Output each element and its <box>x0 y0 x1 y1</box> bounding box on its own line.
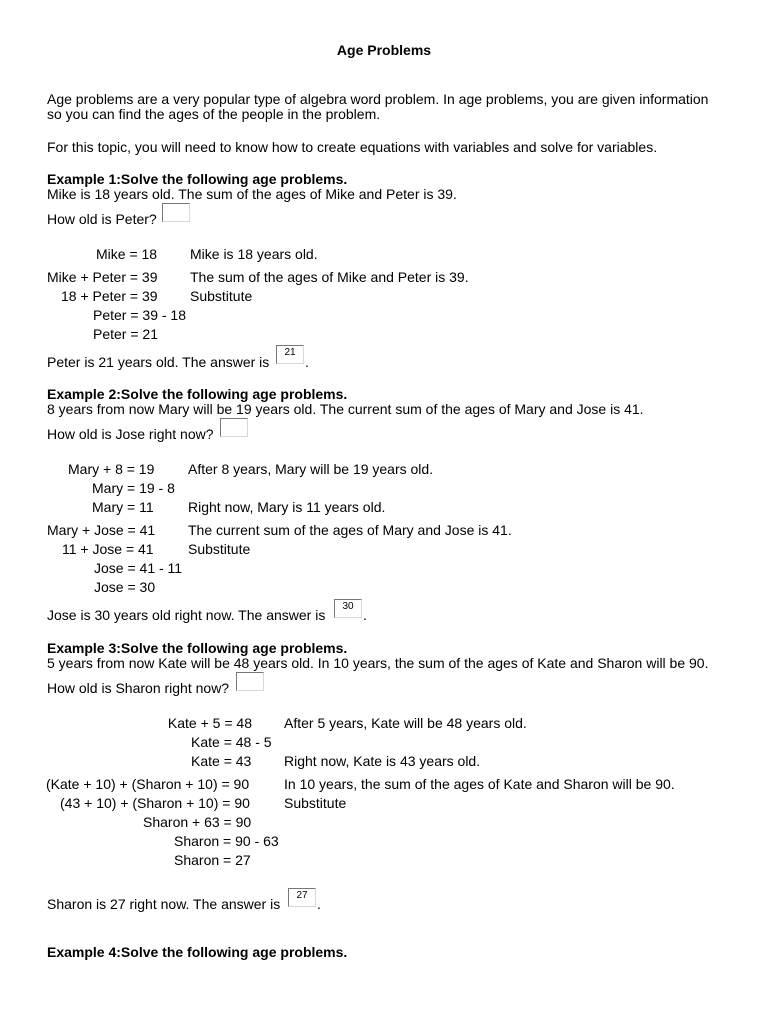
intro-line-2: so you can find the ages of the people in the problem. <box>47 106 381 122</box>
example-1-step-3-eq: 18 + Peter = 39 <box>61 288 158 304</box>
example-3-step-1-note: After 5 years, Kate will be 48 years old. <box>284 715 527 731</box>
example-3-heading: Example 3:Solve the following age problems. <box>47 640 348 656</box>
example-4-heading: Example 4:Solve the following age problems. <box>47 944 348 960</box>
example-2-step-6-eq: Jose = 41 - 11 <box>94 560 183 576</box>
example-3-step-7-eq: Sharon = 90 - 63 <box>174 833 279 849</box>
example-2-step-5-note: Substitute <box>188 541 251 557</box>
example-1-heading: Example 1:Solve the following age problems. <box>47 171 348 187</box>
example-3-step-6-eq: Sharon + 63 = 90 <box>143 814 252 830</box>
example-2-period: . <box>363 607 367 623</box>
example-2-step-3-note: Right now, Mary is 11 years old. <box>188 499 386 515</box>
example-3-problem: 5 years from now Kate will be 48 years old. In 10 years, the sum of the ages of Kate and Sharon will be 90. <box>47 655 709 671</box>
intro-line-1: Age problems are a very popular type of algebra word problem. In age problems, you are given information <box>47 91 709 107</box>
example-3-step-1-eq: Kate + 5 = 48 <box>167 715 252 731</box>
example-1-step-1-note: Mike is 18 years old. <box>190 246 318 262</box>
example-2-step-1-eq: Mary + 8 = 19 <box>68 461 155 477</box>
example-1-answer-box[interactable]: 21 <box>276 345 304 364</box>
example-1-step-1-eq: Mike = 18 <box>96 246 158 262</box>
example-3-step-4-note: In 10 years, the sum of the ages of Kate and Sharon will be 90. <box>284 776 675 792</box>
example-2-step-3-eq: Mary = 11 <box>92 499 154 515</box>
example-3-step-5-eq: (43 + 10) + (Sharon + 10) = 90 <box>60 795 250 811</box>
example-2-step-5-eq: 11 + Jose = 41 <box>62 541 154 557</box>
example-3-step-3-note: Right now, Kate is 43 years old. <box>284 753 481 769</box>
example-3-answer-box[interactable]: 27 <box>288 888 316 907</box>
example-3-step-5-note: Substitute <box>284 795 347 811</box>
example-2-step-4-note: The current sum of the ages of Mary and Jose is 41. <box>188 522 512 538</box>
example-2-step-7-eq: Jose = 30 <box>94 579 156 595</box>
example-2-step-2-eq: Mary = 19 - 8 <box>92 480 175 496</box>
intro-paragraph-2: For this topic, you will need to know how to create equations with variables and solve for variables. <box>47 139 658 155</box>
example-3-step-4-eq: (Kate + 10) + (Sharon + 10) = 90 <box>46 776 250 792</box>
example-3-question: How old is Sharon right now? <box>47 680 230 696</box>
example-1-answer-text: Peter is 21 years old. The answer is <box>47 354 270 370</box>
example-2-question-answer-box[interactable] <box>220 418 248 437</box>
example-1-step-2-eq: Mike + Peter = 39 <box>47 269 158 285</box>
example-1-step-4-eq: Peter = 39 - 18 <box>93 307 187 323</box>
example-2-question: How old is Jose right now? <box>47 426 214 442</box>
example-3-step-8-eq: Sharon = 27 <box>174 852 251 868</box>
example-1-question: How old is Peter? <box>47 211 157 227</box>
example-1-period: . <box>305 354 309 370</box>
example-2-problem: 8 years from now Mary will be 19 years old. The current sum of the ages of Mary and Jose is 41. <box>47 401 644 417</box>
example-3-answer-text: Sharon is 27 right now. The answer is <box>47 896 281 912</box>
example-3-period: . <box>317 896 321 912</box>
example-3-step-3-eq: Kate = 43 <box>191 753 252 769</box>
example-2-answer-text: Jose is 30 years old right now. The answer is <box>47 607 326 623</box>
example-1-step-2-note: The sum of the ages of Mike and Peter is 39. <box>190 269 469 285</box>
example-3-step-2-eq: Kate = 48 - 5 <box>191 734 272 750</box>
example-1-step-5-eq: Peter = 21 <box>93 326 158 342</box>
example-2-heading: Example 2:Solve the following age problems. <box>47 386 348 402</box>
example-1-problem: Mike is 18 years old. The sum of the ages of Mike and Peter is 39. <box>47 186 457 202</box>
example-3-question-answer-box[interactable] <box>236 672 264 691</box>
example-1-step-3-note: Substitute <box>190 288 253 304</box>
example-1-question-answer-box[interactable] <box>162 203 190 222</box>
example-2-answer-box[interactable]: 30 <box>334 599 362 618</box>
page-title: Age Problems <box>336 42 432 58</box>
example-2-step-4-eq: Mary + Jose = 41 <box>47 522 156 538</box>
example-2-step-1-note: After 8 years, Mary will be 19 years old. <box>188 461 434 477</box>
